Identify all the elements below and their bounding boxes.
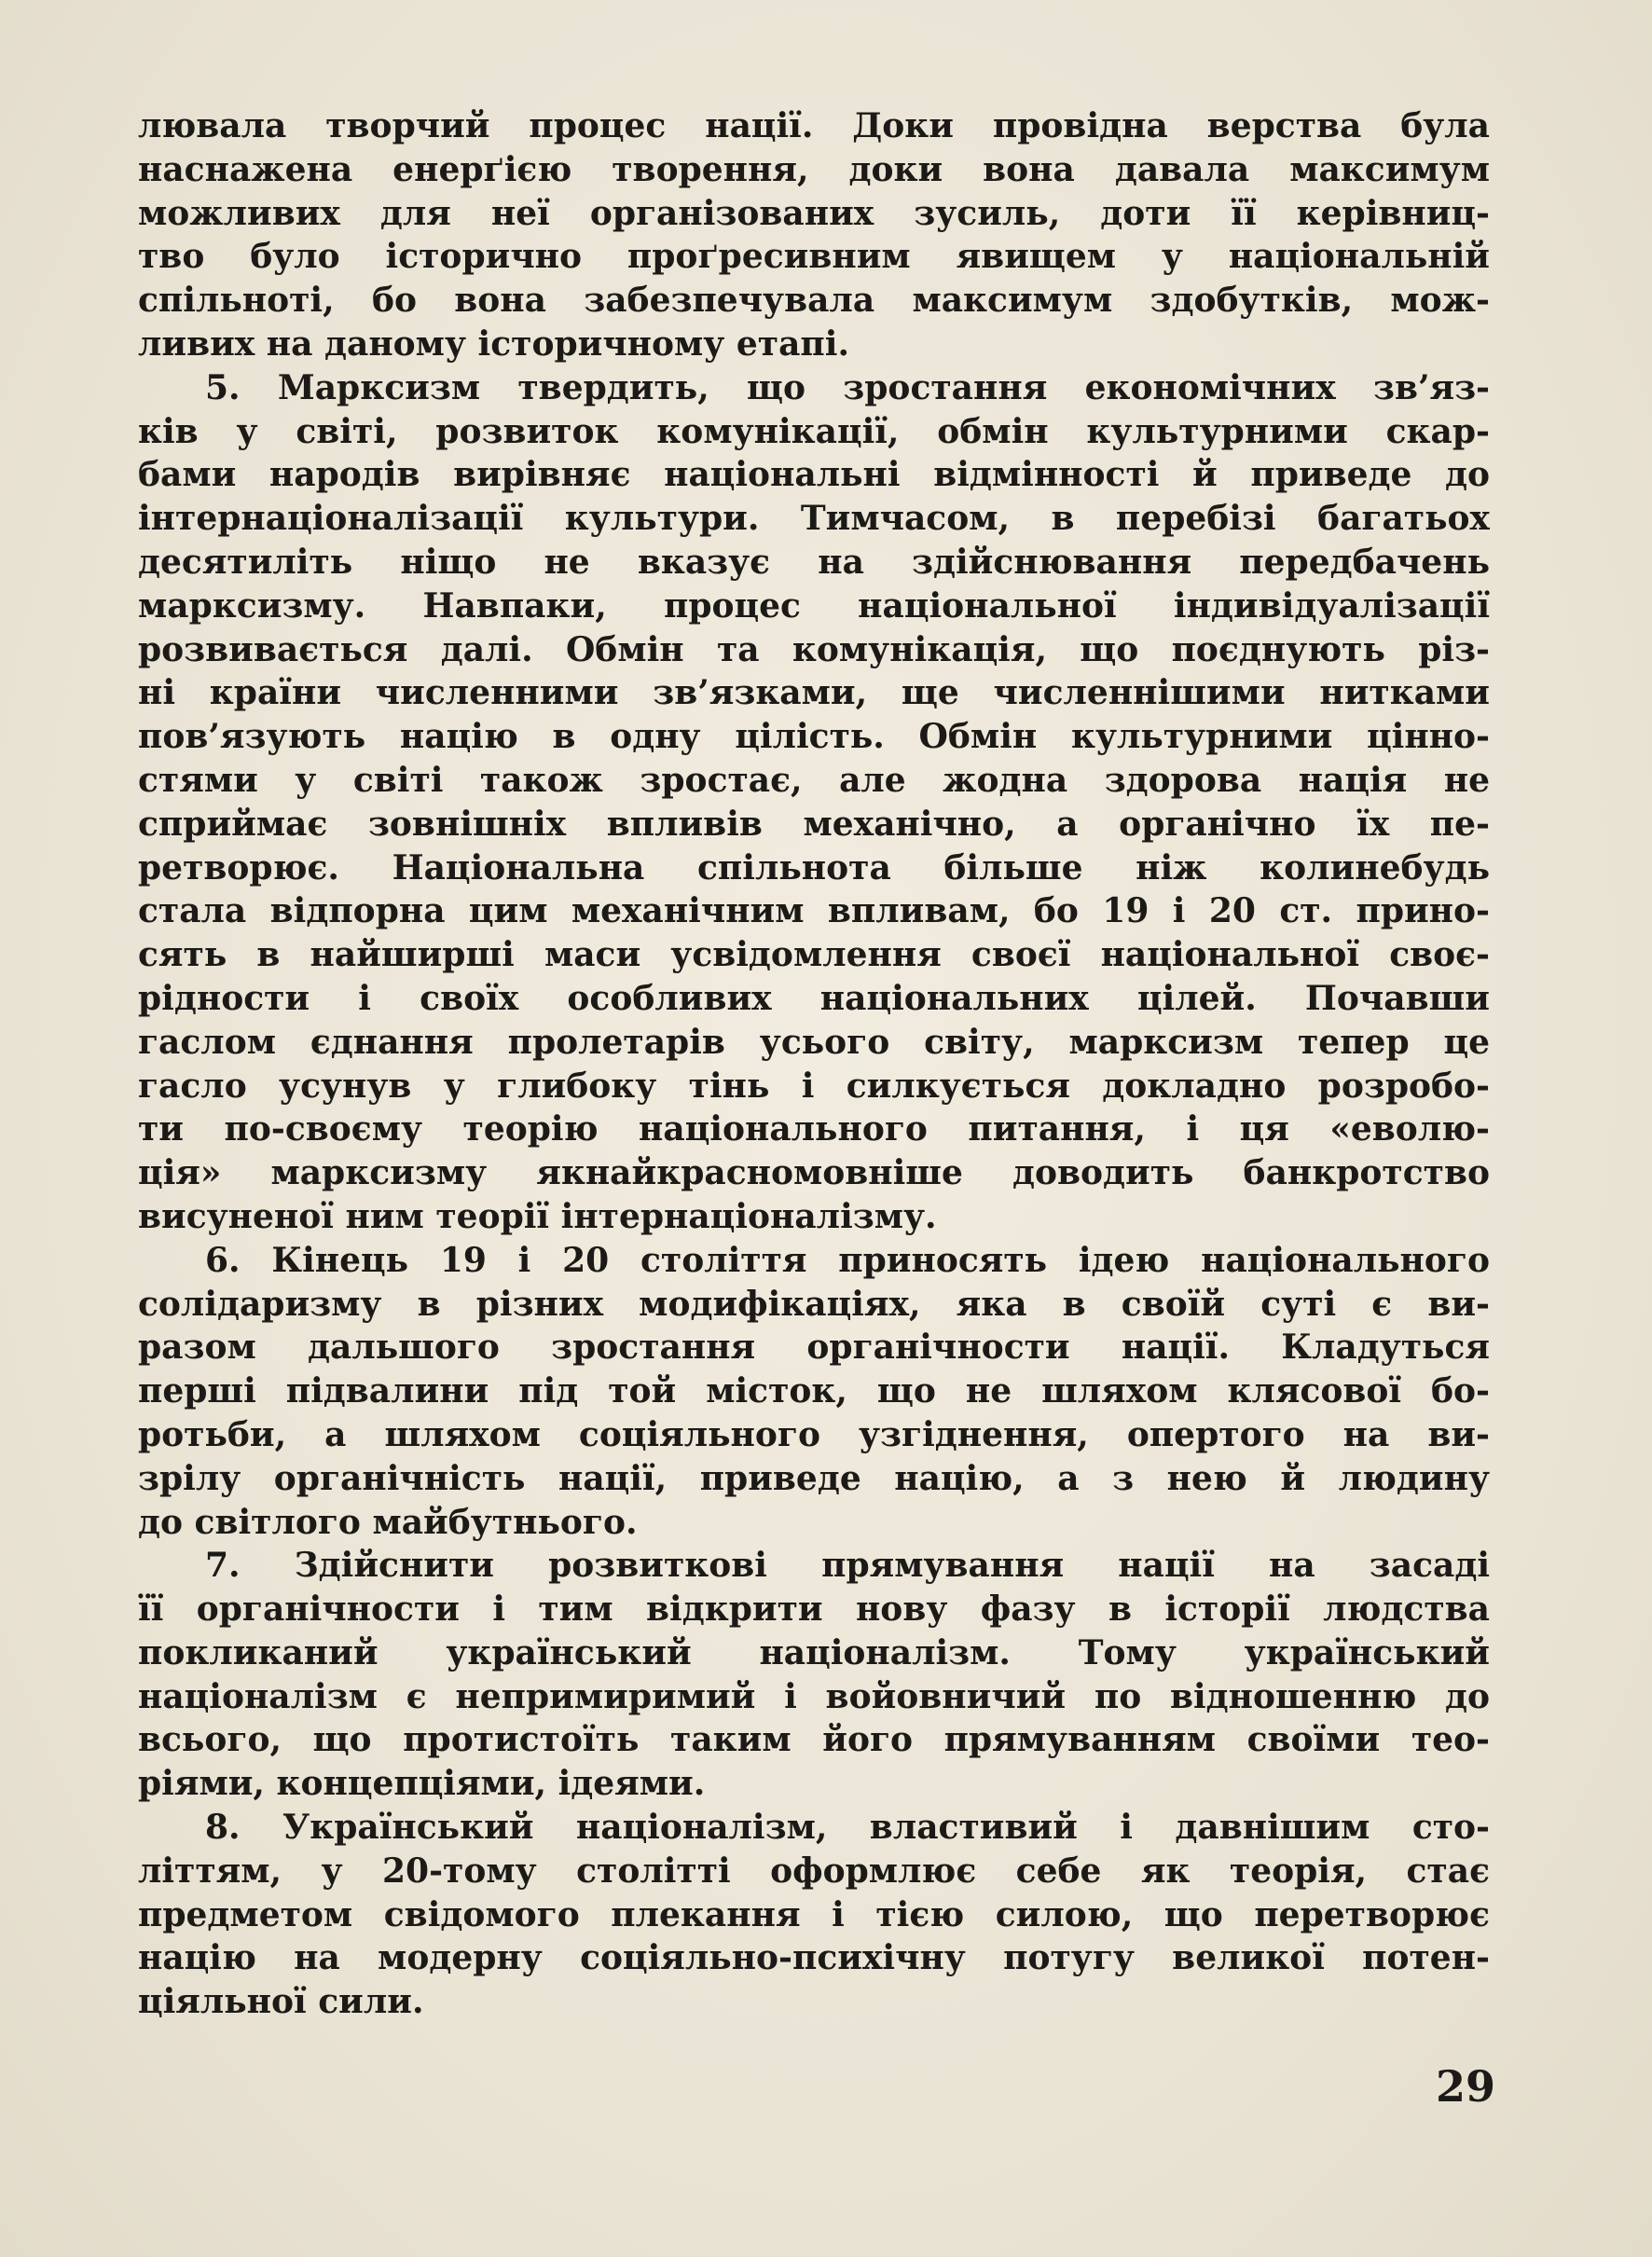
text-line: ретворює. Національна спільнота більше ніж колинебудь [138,847,1490,888]
paragraph-6-first-line: 6. Кінець 19 і 20 століття приносять ідею національного [205,1240,1490,1280]
text-line: ні країни численними зв’язками, ще численнішими нитками [138,673,1490,713]
text-line: ціяльної сили. [138,1982,424,2022]
text-line: ти по-своєму теорію національного питання, і ця «еволю- [138,1109,1490,1149]
text-line: предметом свідомого плекання і тією силою, що перетворює [138,1894,1490,1934]
text-line: націоналізм є непримиримий і войовничий по відношенню до [138,1676,1490,1716]
text-block [138,104,1490,2024]
text-line: пов’язують націю в одну цілість. Обмін культурними цінно- [138,717,1490,757]
paragraph-7-first-line: 7. Здійснити розвиткові прямування нації на засаді [205,1546,1490,1586]
text-line: зрілу органічність нації, приведе націю, а з нею й людину [138,1458,1490,1498]
paragraph-8-first-line: 8. Український націоналізм, властивий і давнішим сто- [205,1808,1490,1848]
text-line: ріями, концепціями, ідеями. [138,1764,706,1804]
text-line: націю на модерну соціяльно-психічну потугу великої потен- [138,1938,1490,1978]
text-line: солідаризму в різних модифікаціях, яка в своїй суті є ви- [138,1284,1490,1324]
text-line: стала відпорна цим механічним впливам, бо 19 і 20 ст. прино- [138,891,1490,931]
text-line: сприймає зовнішніх впливів механічно, а органічно їх пе- [138,804,1490,844]
text-line: ків у світі, розвиток комунікації, обмін культурними скар- [138,411,1490,451]
text-line: ливих на даному історичному етапі. [138,323,849,364]
text-line: розвивається далі. Обмін та комунікація, що поєднують різ- [138,629,1490,669]
text-line: літтям, у 20-тому столітті оформлює себе як теорія, стає [138,1851,1490,1891]
text-line: марксизму. Навпаки, процес національної індивідуалізації [138,585,1490,626]
text-line: можливих для неї організованих зусиль, доти її керівниц- [138,193,1490,233]
text-line: рідности і своїх особливих національних цілей. Почавши [138,978,1490,1018]
text-line: висуненої ним теорії інтернаціоналізму. [138,1196,937,1236]
text-line: тво було історично проґресивним явищем у національній [138,237,1490,277]
text-line: її органічности і тим відкрити нову фазу в історії людства [138,1590,1490,1630]
text-line: лювала творчий процес нації. Доки провідна верства була [138,106,1490,145]
paragraph-5-first-line: 5. Марксизм твердить, що зростання економічних зв’яз- [205,367,1490,407]
text-line: гаслом єднання пролетарів усього світу, марксизм тепер це [138,1022,1490,1062]
text-line: стями у світі також зростає, але жодна здорова нація не [138,760,1490,800]
text-line: інтернаціоналізації культури. Тимчасом, в перебізі багатьох [138,499,1490,539]
text-line: наснажена енерґією творення, доки вона давала максимум [138,149,1490,189]
text-line: гасло усунув у глибоку тінь і силкується докладно розробо- [138,1066,1490,1106]
text-line: сять в найширші маси усвідомлення своєї національної своє- [138,935,1490,975]
text-line: ротьби, а шляхом соціяльного узгіднення, опертого на ви- [138,1414,1490,1454]
text-line: спільноті, бо вона забезпечувала максимум здобутків, мож- [138,281,1490,321]
text-line: разом дальшого зростання органічности нації. Кладуться [138,1328,1490,1368]
text-line: десятиліть ніщо не вказує на здійснювання передбачень [138,542,1490,582]
text-line: перші підвалини під той місток, що не шляхом клясової бо- [138,1371,1490,1411]
text-line: до світлого майбутнього. [138,1502,638,1542]
page-number: 29 [1435,2061,1495,2112]
text-line: покликаний український націоналізм. Тому український [138,1632,1490,1672]
text-line: ція» марксизму якнайкрасномовніше доводить банкротство [138,1153,1490,1193]
text-line: бами народів вирівняє національні відмінності й приведе до [138,455,1490,495]
text-line: всього, що протистоїть таким його прямуванням своїми тео- [138,1720,1490,1760]
